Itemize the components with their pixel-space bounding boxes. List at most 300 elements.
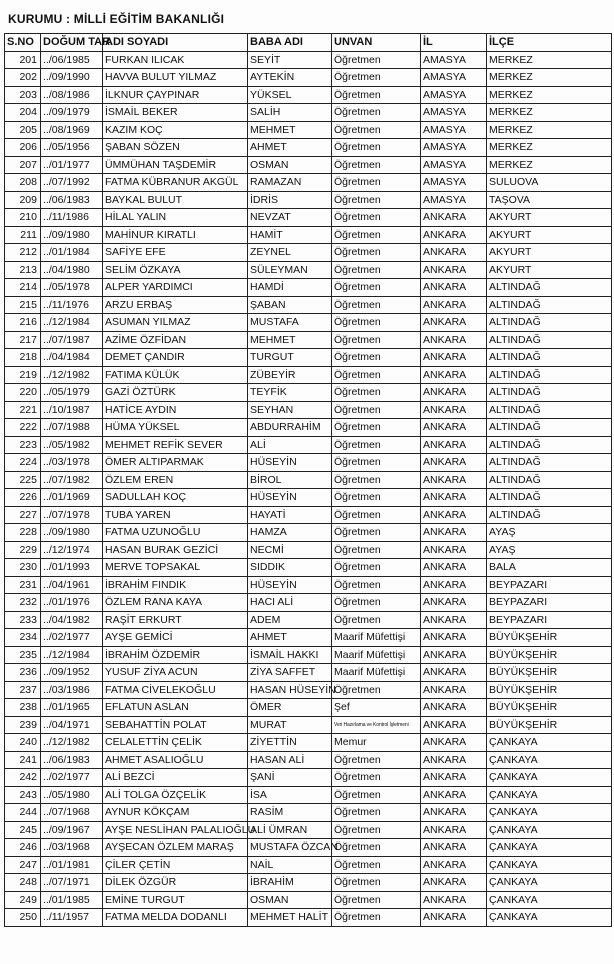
sno-cell: 217 [5,331,41,349]
father-name-cell: ABDURRAHİM [248,419,332,437]
title-cell: Öğretmen [332,261,421,279]
table-row [5,51,612,69]
full-name-cell: AZİME ÖZFİDAN [103,331,248,349]
birth-date-cell: ../04/1982 [41,611,103,629]
district-cell: BÜYÜKŞEHİR [487,629,612,647]
province-cell: ANKARA [421,629,487,647]
birth-date-cell: ../01/1977 [41,156,103,174]
sno-cell: 205 [5,121,41,139]
birth-date-cell: ../04/1971 [41,716,103,734]
full-name-cell: ÖZLEM RANA KAYA [103,594,248,612]
full-name-cell: HİLAL YALIN [103,209,248,227]
title-cell: Öğretmen [332,419,421,437]
birth-date-cell: ../03/1986 [41,681,103,699]
district-cell: BALA [487,559,612,577]
sno-cell: 216 [5,314,41,332]
birth-date-cell: ../09/1990 [41,69,103,87]
table-row [5,104,612,122]
father-name-cell: İBRAHİM [248,874,332,892]
sno-cell: 236 [5,664,41,682]
full-name-cell: HAVVA BULUT YILMAZ [103,69,248,87]
province-cell: ANKARA [421,384,487,402]
birth-date-cell: ../09/1979 [41,104,103,122]
title-cell: Öğretmen [332,524,421,542]
sno-cell: 237 [5,681,41,699]
district-cell: ÇANKAYA [487,751,612,769]
title-cell: Öğretmen [332,296,421,314]
full-name-cell: ÖZLEM EREN [103,471,248,489]
district-cell: ÇANKAYA [487,734,612,752]
father-name-cell: RAMAZAN [248,174,332,192]
title-cell: Öğretmen [332,751,421,769]
father-name-cell: ZÜBEYİR [248,366,332,384]
father-name-cell: NAİL [248,856,332,874]
birth-date-cell: ../07/1968 [41,804,103,822]
birth-date-cell: ../06/1983 [41,751,103,769]
province-cell: ANKARA [421,751,487,769]
father-name-cell: SEYİT [248,51,332,69]
full-name-cell: RAŞİT ERKURT [103,611,248,629]
birth-date-cell: ../02/1977 [41,769,103,787]
table-row [5,559,612,577]
province-cell: ANKARA [421,856,487,874]
full-name-cell: KAZIM KOÇ [103,121,248,139]
district-cell: ÇANKAYA [487,874,612,892]
father-name-cell: HACI ALİ [248,594,332,612]
district-cell: TAŞOVA [487,191,612,209]
father-name-cell: HASAN HÜSEYİN [248,681,332,699]
full-name-cell: EFLATUN ASLAN [103,699,248,717]
full-name-cell: SELİM ÖZKAYA [103,261,248,279]
district-cell: ALTINDAĞ [487,401,612,419]
birth-date-cell: ../01/1976 [41,594,103,612]
father-name-cell: ZEYNEL [248,244,332,262]
birth-date-cell: ../07/1992 [41,174,103,192]
personnel-table [4,33,612,927]
sno-cell: 208 [5,174,41,192]
title-cell: Öğretmen [332,244,421,262]
table-row [5,419,612,437]
district-cell: ALTINDAĞ [487,471,612,489]
province-cell: ANKARA [421,874,487,892]
birth-date-cell: ../06/1983 [41,191,103,209]
full-name-cell: FURKAN ILICAK [103,51,248,69]
district-cell: MERKEZ [487,86,612,104]
table-row [5,751,612,769]
sno-cell: 243 [5,786,41,804]
full-name-cell: AYŞECAN ÖZLEM MARAŞ [103,839,248,857]
father-name-cell: ÖMER [248,699,332,717]
full-name-cell: MAHİNUR KIRATLI [103,226,248,244]
title-cell: Öğretmen [332,769,421,787]
province-cell: AMASYA [421,86,487,104]
title-cell: Öğretmen [332,69,421,87]
table-row [5,261,612,279]
province-cell: ANKARA [421,804,487,822]
district-cell: ALTINDAĞ [487,436,612,454]
title-cell: Öğretmen [332,576,421,594]
father-name-cell: NEVZAT [248,209,332,227]
sno-cell: 241 [5,751,41,769]
full-name-cell: CELALETTİN ÇELİK [103,734,248,752]
province-cell: ANKARA [421,366,487,384]
father-name-cell: AYTEKİN [248,69,332,87]
table-row [5,541,612,559]
birth-date-cell: ../09/1967 [41,821,103,839]
sno-cell: 244 [5,804,41,822]
province-cell: AMASYA [421,121,487,139]
birth-date-cell: ../09/1980 [41,226,103,244]
father-name-cell: OSMAN [248,156,332,174]
full-name-cell: İSMAİL BEKER [103,104,248,122]
birth-date-cell: ../12/1982 [41,366,103,384]
father-name-cell: SEYHAN [248,401,332,419]
district-cell: BEYPAZARI [487,576,612,594]
title-cell: Öğretmen [332,891,421,909]
father-name-cell: TEYFİK [248,384,332,402]
province-cell: ANKARA [421,471,487,489]
district-cell: ÇANKAYA [487,821,612,839]
title-cell: Öğretmen [332,51,421,69]
district-cell: AKYURT [487,244,612,262]
birth-date-cell: ../05/1982 [41,436,103,454]
title-cell: Öğretmen [332,436,421,454]
province-cell: ANKARA [421,489,487,507]
province-cell: ANKARA [421,349,487,367]
province-cell: ANKARA [421,594,487,612]
title-cell: Öğretmen [332,489,421,507]
sno-cell: 230 [5,559,41,577]
table-row [5,296,612,314]
province-cell: AMASYA [421,174,487,192]
father-name-cell: ŞANİ [248,769,332,787]
birth-date-cell: ../08/1986 [41,86,103,104]
table-row [5,821,612,839]
birth-date-cell: ../07/1971 [41,874,103,892]
table-row [5,856,612,874]
full-name-cell: ALİ TOLGA ÖZÇELİK [103,786,248,804]
father-name-cell: BİROL [248,471,332,489]
table-row [5,331,612,349]
father-name-cell: SALİH [248,104,332,122]
province-cell: ANKARA [421,261,487,279]
sno-cell: 232 [5,594,41,612]
birth-date-cell: ../10/1987 [41,401,103,419]
institution-title: KURUMU : MİLLİ EĞİTİM BAKANLIĞI [8,12,225,26]
province-cell: ANKARA [421,541,487,559]
full-name-cell: İBRAHİM ÖZDEMİR [103,646,248,664]
birth-date-cell: ../01/1993 [41,559,103,577]
table-row [5,699,612,717]
table-row [5,191,612,209]
birth-date-cell: ../01/1985 [41,891,103,909]
table-row [5,279,612,297]
district-cell: AKYURT [487,261,612,279]
sno-cell: 240 [5,734,41,752]
birth-date-cell: ../07/1988 [41,419,103,437]
province-cell: ANKARA [421,419,487,437]
father-name-cell: İDRİS [248,191,332,209]
table-row [5,664,612,682]
column-header-full-name: ADI SOYADI [103,34,248,52]
sno-cell: 219 [5,366,41,384]
table-row [5,804,612,822]
table-row [5,69,612,87]
district-cell: ÇANKAYA [487,804,612,822]
district-cell: ÇANKAYA [487,891,612,909]
district-cell: ÇANKAYA [487,769,612,787]
father-name-cell: ALİ [248,436,332,454]
province-cell: ANKARA [421,209,487,227]
table-row [5,839,612,857]
title-cell: Öğretmen [332,506,421,524]
district-cell: ALTINDAĞ [487,314,612,332]
district-cell: MERKEZ [487,104,612,122]
title-cell: Öğretmen [332,611,421,629]
table-row [5,244,612,262]
table-row [5,349,612,367]
table-row [5,786,612,804]
full-name-cell: DİLEK ÖZGÜR [103,874,248,892]
title-cell: Öğretmen [332,681,421,699]
birth-date-cell: ../04/1984 [41,349,103,367]
table-row [5,891,612,909]
sno-cell: 206 [5,139,41,157]
father-name-cell: HAMZA [248,524,332,542]
table-row [5,471,612,489]
column-header-province: İL [421,34,487,52]
birth-date-cell: ../03/1968 [41,839,103,857]
birth-date-cell: ../01/1969 [41,489,103,507]
birth-date-cell: ../07/1982 [41,471,103,489]
father-name-cell: MURAT [248,716,332,734]
district-cell: BÜYÜKŞEHİR [487,716,612,734]
sno-cell: 218 [5,349,41,367]
table-row [5,489,612,507]
sno-cell: 207 [5,156,41,174]
sno-cell: 224 [5,454,41,472]
table-row [5,121,612,139]
title-cell: Öğretmen [332,156,421,174]
table-row [5,611,612,629]
province-cell: AMASYA [421,69,487,87]
full-name-cell: ÜMMÜHAN TAŞDEMİR [103,156,248,174]
full-name-cell: SAFİYE EFE [103,244,248,262]
table-row [5,209,612,227]
title-cell: Öğretmen [332,139,421,157]
father-name-cell: HASAN ALİ [248,751,332,769]
father-name-cell: YÜKSEL [248,86,332,104]
table-row [5,506,612,524]
district-cell: ÇANKAYA [487,839,612,857]
district-cell: ALTINDAĞ [487,296,612,314]
province-cell: AMASYA [421,104,487,122]
father-name-cell: HÜSEYİN [248,576,332,594]
sno-cell: 203 [5,86,41,104]
father-name-cell: ADEM [248,611,332,629]
title-cell: Öğretmen [332,191,421,209]
full-name-cell: HÜMA YÜKSEL [103,419,248,437]
column-header-district: İLÇE [487,34,612,52]
sno-cell: 223 [5,436,41,454]
sno-cell: 222 [5,419,41,437]
table-row [5,156,612,174]
sno-cell: 202 [5,69,41,87]
sno-cell: 209 [5,191,41,209]
title-cell: Öğretmen [332,349,421,367]
table-row [5,86,612,104]
full-name-cell: ÇİLER ÇETİN [103,856,248,874]
district-cell: MERKEZ [487,69,612,87]
father-name-cell: MUSTAFA ÖZCAN [248,839,332,857]
table-row [5,401,612,419]
birth-date-cell: ../07/1978 [41,506,103,524]
title-cell: Öğretmen [332,909,421,927]
sno-cell: 247 [5,856,41,874]
father-name-cell: HAMİT [248,226,332,244]
title-cell: Öğretmen [332,226,421,244]
district-cell: AKYURT [487,226,612,244]
district-cell: ÇANKAYA [487,786,612,804]
birth-date-cell: ../11/1976 [41,296,103,314]
province-cell: ANKARA [421,226,487,244]
birth-date-cell: ../11/1957 [41,909,103,927]
province-cell: ANKARA [421,279,487,297]
district-cell: BEYPAZARI [487,611,612,629]
birth-date-cell: ../12/1982 [41,734,103,752]
title-cell: Maarif Müfettişi [332,629,421,647]
district-cell: ALTINDAĞ [487,279,612,297]
father-name-cell: SÜLEYMAN [248,261,332,279]
district-cell: BÜYÜKŞEHİR [487,664,612,682]
province-cell: ANKARA [421,786,487,804]
table-header-row [5,34,612,52]
full-name-cell: TUBA YAREN [103,506,248,524]
sno-cell: 226 [5,489,41,507]
title-cell: Öğretmen [332,279,421,297]
father-name-cell: ZİYETTİN [248,734,332,752]
birth-date-cell: ../02/1977 [41,629,103,647]
province-cell: ANKARA [421,506,487,524]
sno-cell: 249 [5,891,41,909]
column-header-title: UNVAN [332,34,421,52]
table-row [5,366,612,384]
district-cell: ÇANKAYA [487,856,612,874]
column-header-father-name: BABA ADI [248,34,332,52]
sno-cell: 204 [5,104,41,122]
province-cell: ANKARA [421,331,487,349]
birth-date-cell: ../12/1984 [41,646,103,664]
district-cell: BEYPAZARI [487,594,612,612]
title-cell: Maarif Müfettişi [332,646,421,664]
title-cell: Öğretmen [332,454,421,472]
birth-date-cell: ../04/1961 [41,576,103,594]
full-name-cell: ASUMAN YILMAZ [103,314,248,332]
father-name-cell: HAMDİ [248,279,332,297]
sno-cell: 238 [5,699,41,717]
table-row [5,436,612,454]
column-header-sno: S.NO [5,34,41,52]
table-row [5,646,612,664]
district-cell: BÜYÜKŞEHİR [487,646,612,664]
district-cell: MERKEZ [487,51,612,69]
father-name-cell: İSMAİL HAKKI [248,646,332,664]
full-name-cell: MEHMET REFİK SEVER [103,436,248,454]
full-name-cell: FATMA UZUNOĞLU [103,524,248,542]
birth-date-cell: ../01/1984 [41,244,103,262]
district-cell: MERKEZ [487,139,612,157]
title-cell: Öğretmen [332,594,421,612]
table-row [5,174,612,192]
district-cell: BÜYÜKŞEHİR [487,681,612,699]
title-cell: Öğretmen [332,314,421,332]
full-name-cell: ŞABAN SÖZEN [103,139,248,157]
birth-date-cell: ../05/1980 [41,786,103,804]
sno-cell: 233 [5,611,41,629]
province-cell: ANKARA [421,664,487,682]
sno-cell: 248 [5,874,41,892]
birth-date-cell: ../12/1974 [41,541,103,559]
province-cell: ANKARA [421,314,487,332]
title-cell: Öğretmen [332,331,421,349]
province-cell: ANKARA [421,769,487,787]
birth-date-cell: ../01/1981 [41,856,103,874]
father-name-cell: HAYATİ [248,506,332,524]
birth-date-cell: ../01/1965 [41,699,103,717]
title-cell: Öğretmen [332,821,421,839]
birth-date-cell: ../05/1956 [41,139,103,157]
father-name-cell: HÜSEYİN [248,489,332,507]
birth-date-cell: ../08/1969 [41,121,103,139]
sno-cell: 234 [5,629,41,647]
full-name-cell: ALİ BEZCİ [103,769,248,787]
father-name-cell: SIDDIK [248,559,332,577]
province-cell: ANKARA [421,891,487,909]
birth-date-cell: ../09/1980 [41,524,103,542]
sno-cell: 211 [5,226,41,244]
full-name-cell: İLKNUR ÇAYPINAR [103,86,248,104]
father-name-cell: ZİYA SAFFET [248,664,332,682]
district-cell: ÇANKAYA [487,909,612,927]
sno-cell: 213 [5,261,41,279]
table-row [5,576,612,594]
father-name-cell: RASİM [248,804,332,822]
father-name-cell: NECMİ [248,541,332,559]
birth-date-cell: ../11/1986 [41,209,103,227]
title-cell: Öğretmen [332,786,421,804]
full-name-cell: FATMA KÜBRANUR AKGÜL [103,174,248,192]
title-cell: Öğretmen [332,856,421,874]
father-name-cell: AHMET [248,629,332,647]
title-cell: Öğretmen [332,384,421,402]
birth-date-cell: ../05/1979 [41,384,103,402]
province-cell: ANKARA [421,524,487,542]
full-name-cell: FATMA CİVELEKOĞLU [103,681,248,699]
sno-cell: 231 [5,576,41,594]
title-cell: Öğretmen [332,471,421,489]
district-cell: BÜYÜKŞEHİR [487,699,612,717]
full-name-cell: GAZİ ÖZTÜRK [103,384,248,402]
full-name-cell: AYŞE GEMİCİ [103,629,248,647]
title-cell: Öğretmen [332,559,421,577]
sno-cell: 245 [5,821,41,839]
full-name-cell: HASAN BURAK GEZİCİ [103,541,248,559]
full-name-cell: YUSUF ZİYA ACUN [103,664,248,682]
sno-cell: 242 [5,769,41,787]
sno-cell: 239 [5,716,41,734]
table-row [5,629,612,647]
province-cell: ANKARA [421,401,487,419]
